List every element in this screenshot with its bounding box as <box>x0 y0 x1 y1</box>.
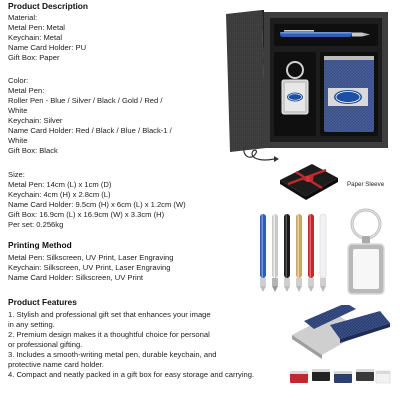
keychain-image <box>338 206 394 300</box>
color-line: Roller Pen - Blue / Silver / Black / Gold / Red / <box>8 96 163 105</box>
gift-set-image <box>224 8 392 154</box>
feature-line: 4. Compact and neatly packed in a gift box for easy storage and carrying. <box>8 370 255 379</box>
feature-line: in any setting. <box>8 320 55 329</box>
color-line: Metal Pen: <box>8 86 45 95</box>
card-holder-in-box <box>324 56 374 132</box>
product-description-heading: Product Description <box>8 1 89 11</box>
pen-white <box>320 214 326 292</box>
paper-sleeve-label: Paper Sleeve <box>347 181 385 188</box>
color-line: Gift Box: Black <box>8 146 58 155</box>
feature-line: 2. Premium design makes it a thoughtful choice for personal <box>8 330 210 339</box>
feature-line: 3. Includes a smooth-writing metal pen, durable keychain, and <box>8 350 217 359</box>
material-line: Gift Box: Paper <box>8 53 60 62</box>
size-label: Size: <box>8 170 25 179</box>
color-line: Name Card Holder: Red / Black / Blue / Black-1 / <box>8 126 172 135</box>
printing-line: Metal Pen: Silkscreen, UV Print, Laser Engraving <box>8 253 174 262</box>
material-label: Material: <box>8 13 38 22</box>
product-features-heading: Product Features <box>8 297 77 307</box>
card-holders-image <box>284 305 394 395</box>
material-line: Name Card Holder: PU <box>8 43 87 52</box>
color-line: White <box>8 106 28 115</box>
size-line: Per set: 0.256kg <box>8 220 64 229</box>
printing-line: Keychain: Silkscreen, UV Print, Laser Engraving <box>8 263 171 272</box>
size-line: Keychain: 4cm (H) x 2.8cm (L) <box>8 190 111 199</box>
pen-colors-image <box>256 208 336 300</box>
size-line: Metal Pen: 14cm (L) x 1cm (D) <box>8 180 112 189</box>
holder-color-swatches <box>290 369 390 383</box>
pen-blue <box>260 214 266 292</box>
printing-line: Name Card Holder: Silkscreen, UV Print <box>8 273 144 282</box>
box-lid <box>226 10 266 152</box>
printing-method-heading: Printing Method <box>8 240 72 250</box>
feature-line: 1. Stylish and professional gift set that enhances your image <box>8 310 211 319</box>
size-line: Gift Box: 16.9cm (L) x 16.9cm (W) x 3.3cm (H) <box>8 210 165 219</box>
color-label: Color: <box>8 76 29 85</box>
curly-arrow-icon <box>240 143 280 165</box>
material-line: Keychain: Metal <box>8 33 63 42</box>
color-line: White <box>8 136 28 145</box>
pen-silver <box>272 214 278 292</box>
size-line: Name Card Holder: 9.5cm (H) x 6cm (L) x 1.2cm (W) <box>8 200 186 209</box>
pen-black <box>284 214 290 292</box>
color-line: Keychain: Silver <box>8 116 63 125</box>
pen-gold <box>296 214 302 292</box>
paper-sleeve-image <box>278 160 340 202</box>
pen-red <box>308 214 314 292</box>
material-line: Metal Pen: Metal <box>8 23 65 32</box>
feature-line: protective name card holder. <box>8 360 104 369</box>
feature-line: or professional gifting. <box>8 340 83 349</box>
